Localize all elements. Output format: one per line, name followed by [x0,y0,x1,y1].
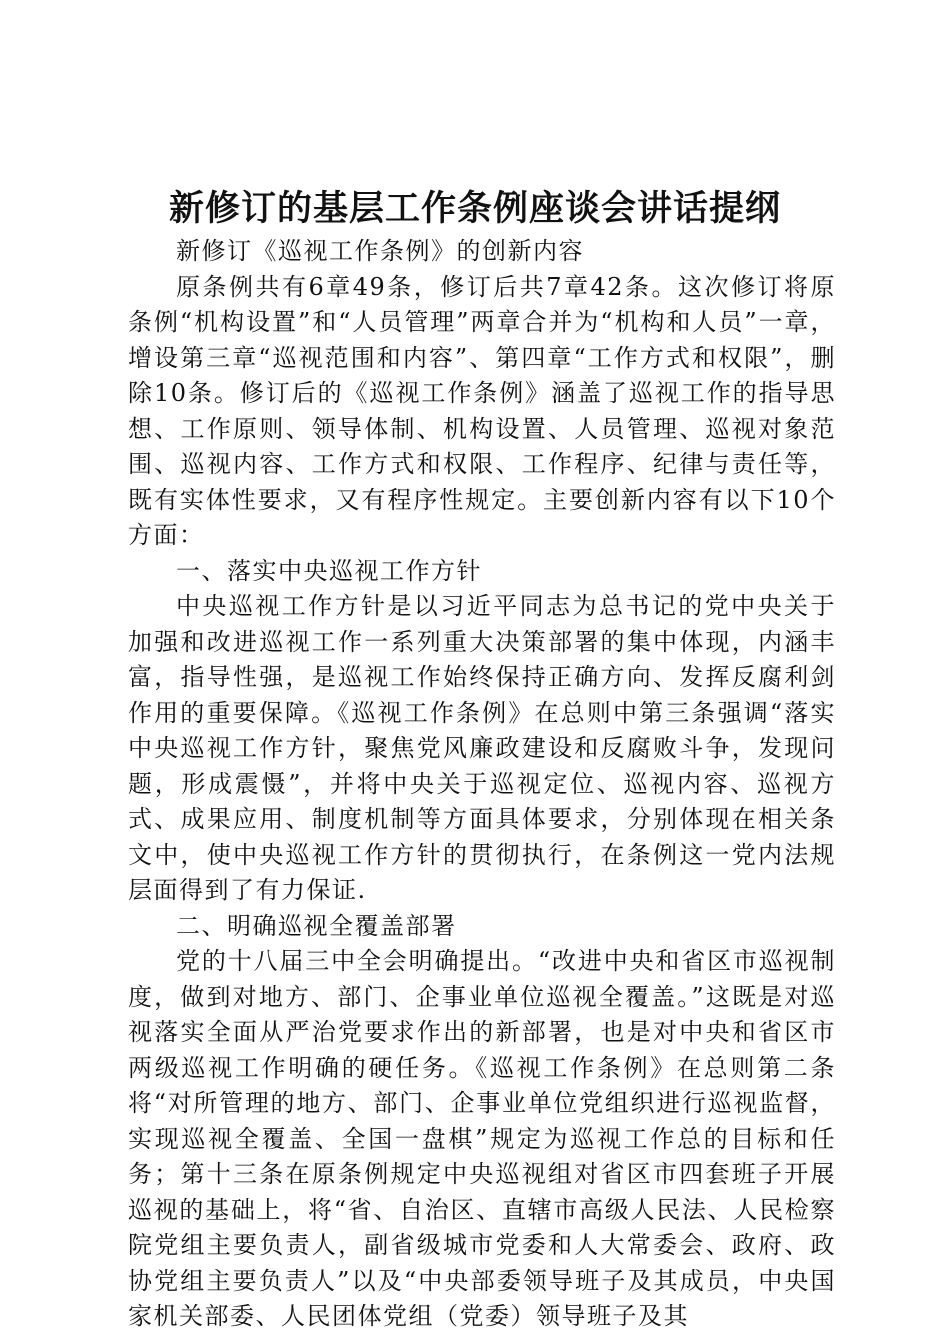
document-body [128,234,836,1335]
body-paragraph: 原条例共有6章49条，修订后共7章42条。这次修订将原条例“机构设置”和“人员管理”两章合并为“机构和人员”一章，增设第三章“巡视范围和内容”、第四章“工作方式和权限”，删除10条。修订后的《巡视工作条例》涵盖了巡视工作的指导思想、工作原则、领导体制、机构设置、人员管理、巡视对象范围、巡视内容、工作方式和权限、工作程序、纪律与责任等，既有实体性要求，又有程序性规定。主要创新内容有以下10个方面： [128,272,836,549]
subtitle-paragraph: 新修订《巡视工作条例》的创新内容 [176,237,584,265]
body-paragraph: 党的十八届三中全会明确提出。“改进中央和省区市巡视制度，做到对地方、部门、企事业单位巡视全覆盖。”这既是对巡视落实全面从严治党要求作出的新部署，也是对中央和省区市两级巡视工作明确的硬任务。《巡视工作条例》在总则第二条将“对所管理的地方、部门、企事业单位党组织进行巡视监督，实现巡视全覆盖、全国一盘棋”规定为巡视工作总的目标和任务；第十三条在原条例规定中央巡视组对省区市四套班子开展巡视的基础上，将“省、自治区、直辖市高级人民法、人民检察院党组主要负责人，副省级城市党委和人大常委会、政府、政协党组主要负责人”以及“中央部委领导班子及其成员，中央国家机关部委、人民团体党组（党委）领导班子及其 [128,947,836,1330]
section-heading: 二、明确巡视全覆盖部署 [176,911,457,940]
body-paragraph: 中央巡视工作方针是以习近平同志为总书记的党中央关于加强和改进巡视工作一系列重大决策部署的集中体现，内涵丰富，指导性强，是巡视工作始终保持正确方向、发挥反腐利剑作用的重要保障。《巡视工作条例》在总则中第三条强调“落实中央巡视工作方针，聚焦党风廉政建设和反腐败斗争，发现问题，形成震慑”，并将中央关于巡视定位、巡视内容、巡视方式、成果应用、制度机制等方面具体要求，分别体现在相关条文中，使中央巡视工作方针的贯彻执行，在条例这一党内法规层面得到了有力保证. [128,592,836,904]
document-title: 新修订的基层工作条例座谈会讲话提纲 [168,189,781,229]
section-heading: 一、落实中央巡视工作方针 [176,556,482,585]
